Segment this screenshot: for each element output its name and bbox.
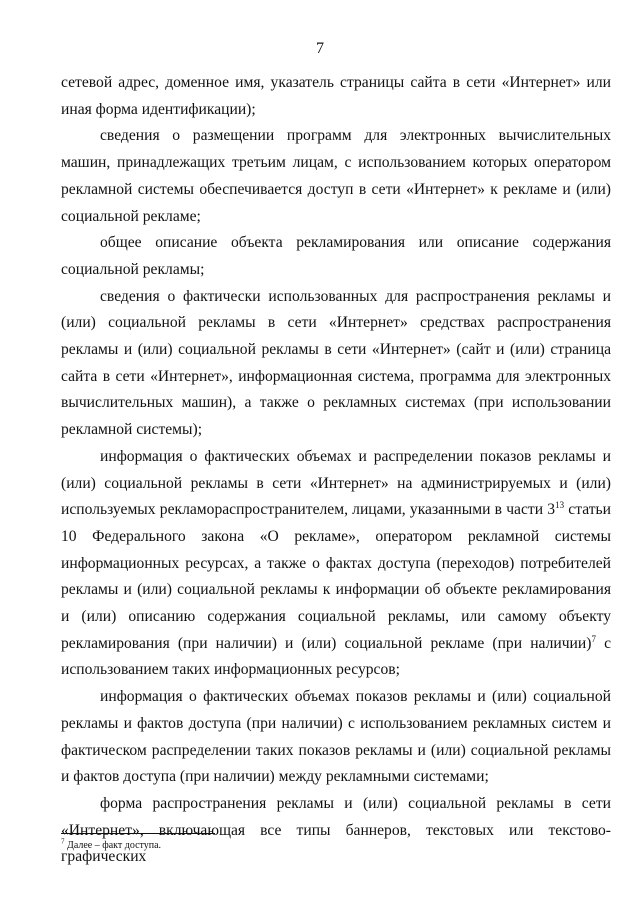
page-number: 7 bbox=[316, 40, 324, 57]
footnote bbox=[61, 837, 162, 851]
paragraph-impressions-distribution bbox=[61, 444, 611, 684]
paragraph-distribution-form: форма распространения рекламы и (или) социальной рекламы в сети «Интернет», включающая все типы баннеров, текстовых или текстово-графических bbox=[61, 794, 611, 866]
footnote-reference: 13 bbox=[555, 500, 565, 511]
footnote-divider bbox=[61, 833, 215, 834]
paragraph-object-description: общее описание объекта рекламирования или описание содержания социальной рекламы; bbox=[61, 234, 611, 278]
paragraph-third-party-software: сведения о размещении программ для электронных вычислительных машин, принадлежащих третьим лицам, с использованием которых оператором рекламной системы обеспечивается доступ в сети «Интернет» к рекламе и (или) социальной рекламе; bbox=[61, 127, 611, 225]
footnote-reference: 7 bbox=[591, 633, 596, 644]
paragraph-network-address: сетевой адрес, доменное имя, указатель страницы сайта в сети «Интернет» или иная форма идентификации); bbox=[61, 74, 611, 118]
footnote-text: Далее – факт доступа. bbox=[64, 840, 162, 851]
paragraph-text-part: с использованием таких информационных ресурсов; bbox=[61, 634, 611, 679]
paragraph-distribution-means: сведения о фактически использованных для распространения рекламы и (или) социальной рекламы в сети «Интернет» средствах распространения рекламы и (или) социальной рекламы в сети «Интернет» (сайт и (или) страница сайта в сети «Интернет», информационная система, программа для электронных вычислительных машин), а также о рекламных системах (при использовании рекламной системы); bbox=[61, 287, 611, 439]
paragraph-ad-systems-volume: информация о фактических объемах показов рекламы и (или) социальной рекламы и фактов доступа (при наличии) с использованием рекламных систем и фактическом распределении таких показов рекламы и (или) социальной рекламы и фактов доступа (при наличии) между рекламными системами; bbox=[61, 688, 611, 786]
paragraph-text-part: информация о фактических объемах и распределении показов рекламы и (или) социальной рекламы в сети «Интернет» на администрируемых и (или) используемых рекламораспространителем, лицами, указанными в части 3 bbox=[61, 447, 611, 519]
paragraph-text-part: статьи 10 Федерального закона «О рекламе», оператором рекламной системы информационных ресурсах, а также о фактах доступа (переходов) потребителей рекламы и (или) социальной рекламы к информации об объекте рекламирования и (или) описанию содержания социальной рекламы, или самому объекту рекламирования (при наличии) и (или) социальной рекламе (при наличии) bbox=[61, 501, 611, 652]
footnote-marker: 7 bbox=[61, 837, 65, 846]
document-body bbox=[61, 70, 611, 871]
